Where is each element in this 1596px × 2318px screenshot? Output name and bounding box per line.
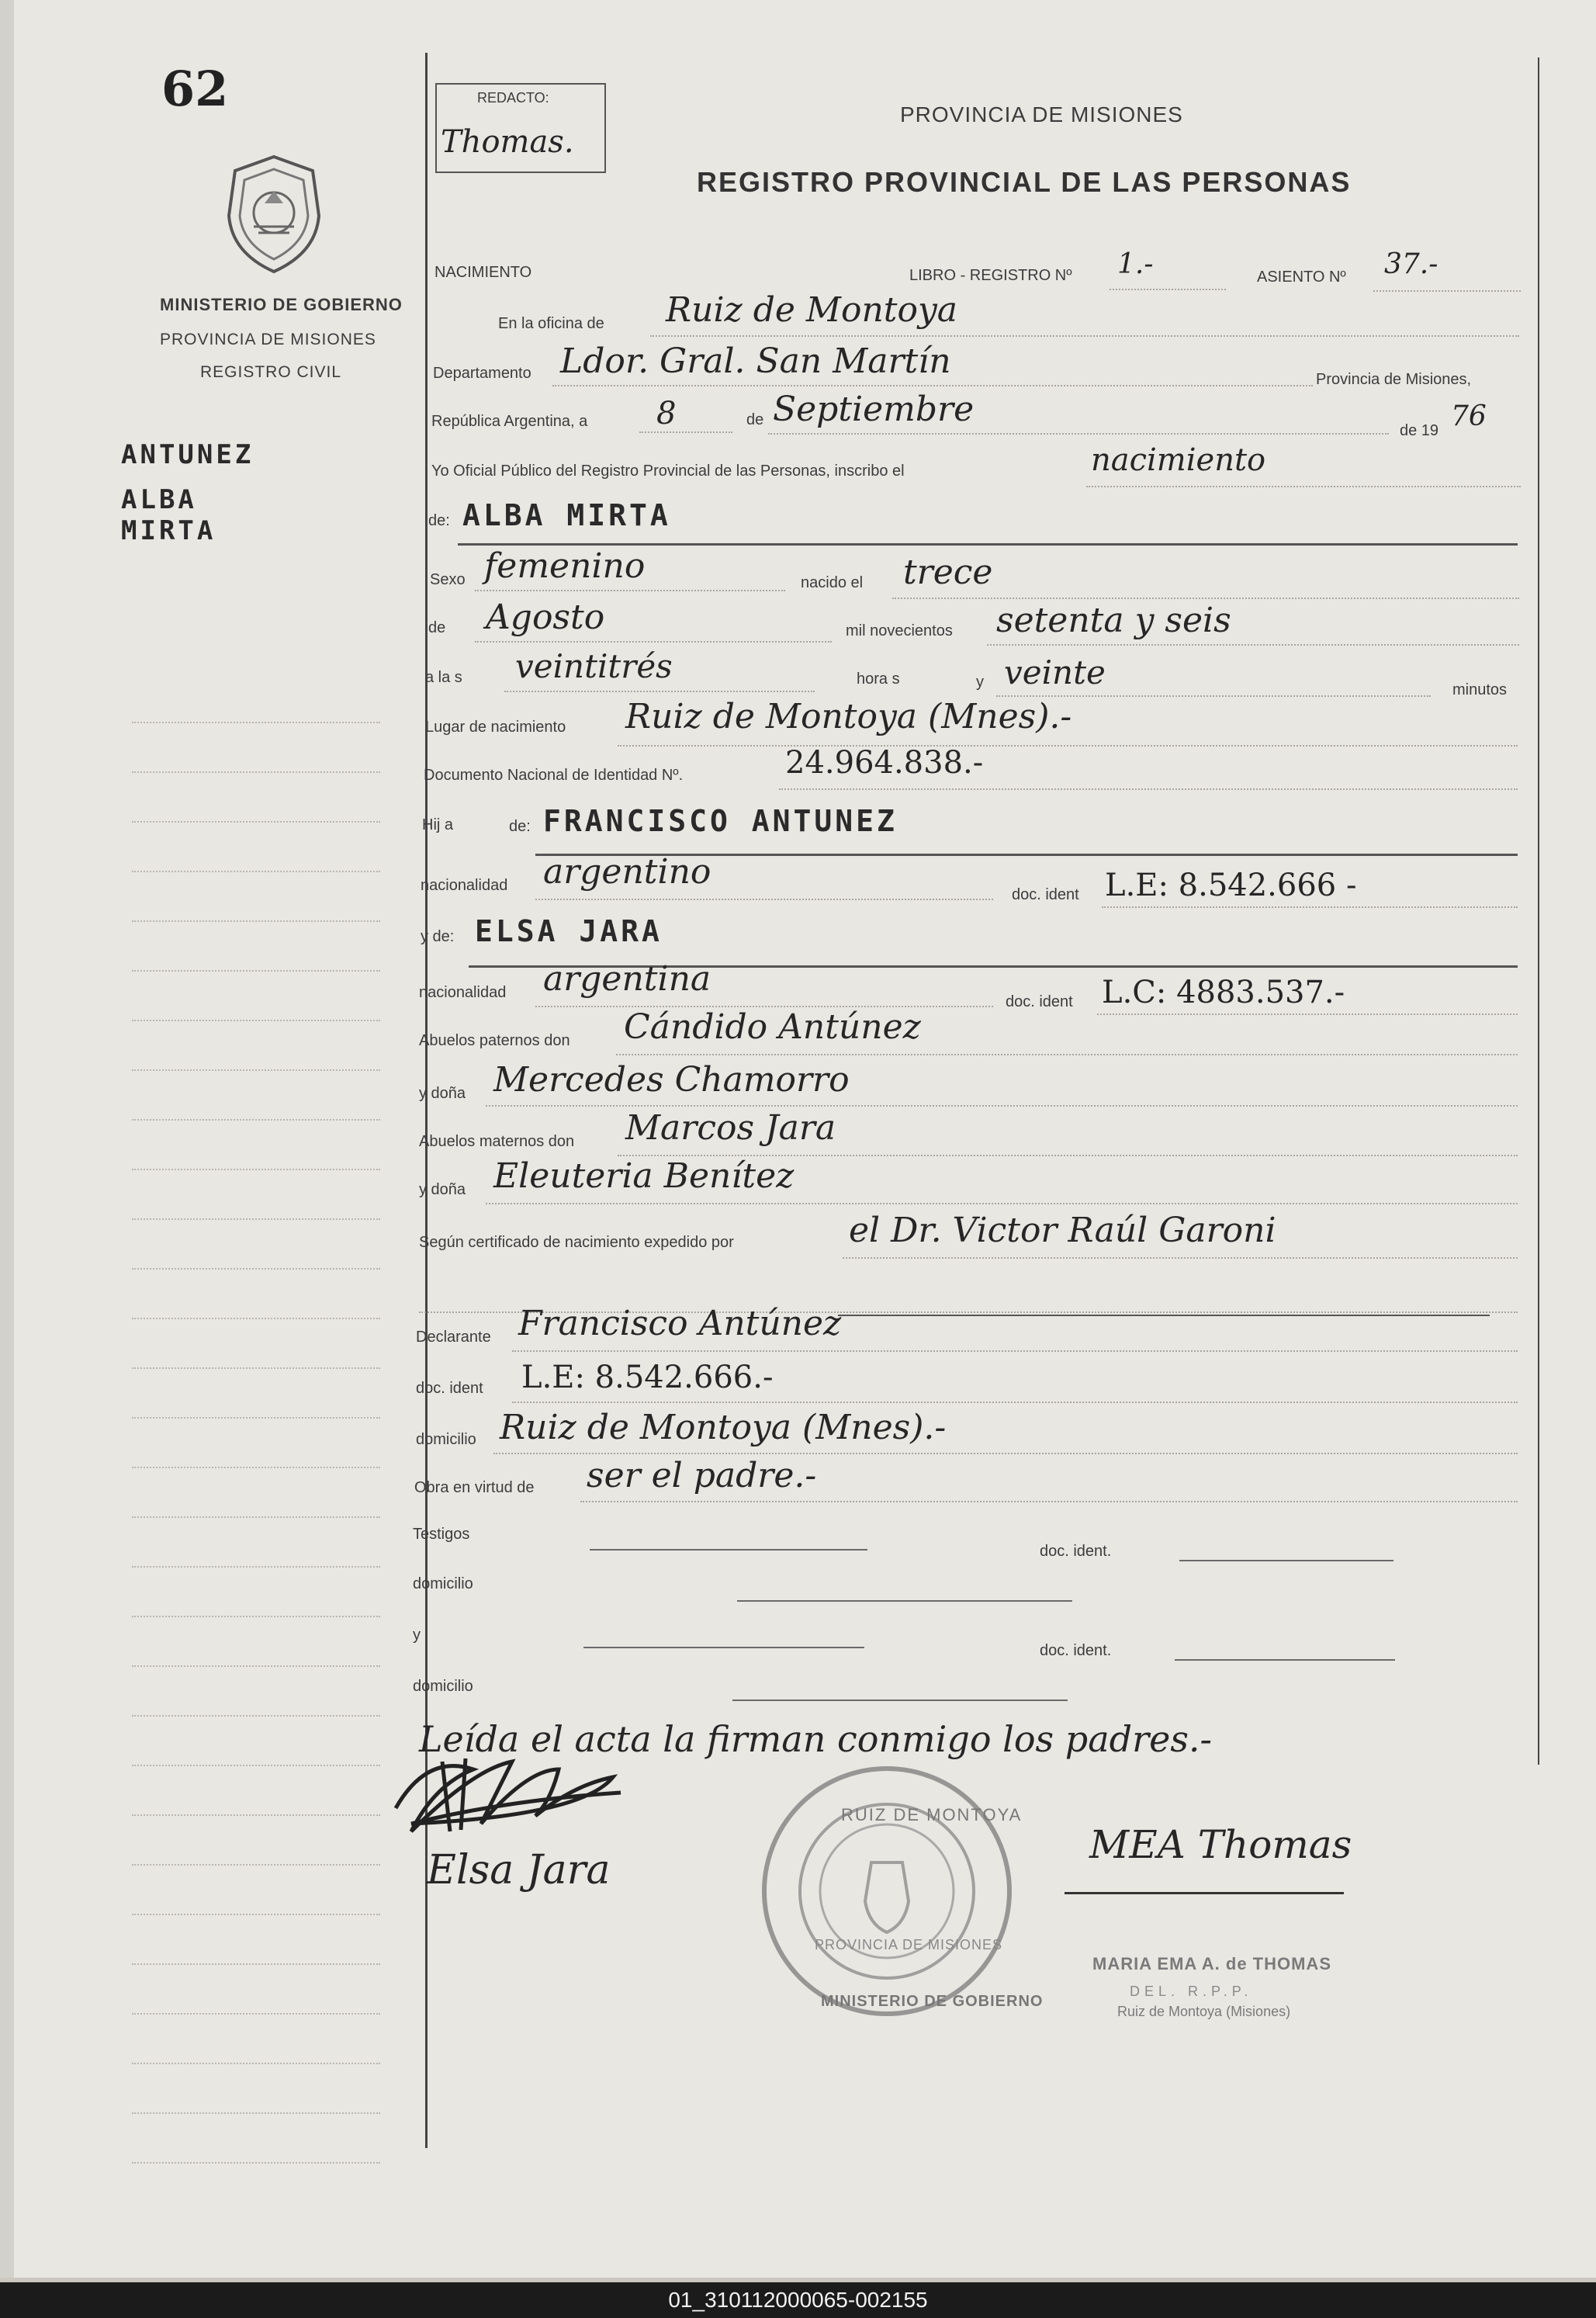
y-de-label: y de: [421,928,455,945]
margin-line [132,1318,380,1319]
obra-value: ser el padre.- [587,1456,817,1495]
margin-line [132,1864,380,1866]
hijo-label: Hij a [422,816,454,833]
margin-line [132,920,380,922]
official-signature-line [1065,1892,1344,1894]
margin-line [132,1367,380,1369]
sexo-value: femenino [484,546,646,586]
republica-label: República Argentina, a [431,413,588,430]
asiento-label: ASIENTO Nº [1257,269,1346,286]
lugar-line [618,745,1518,747]
province-label: PROVINCIA DE MISIONES [160,331,376,348]
margin-line [132,970,380,972]
oficina-value: Ruiz de Montoya [666,290,958,330]
dni-line [779,788,1518,790]
official-stamp-icon [757,1762,1016,2021]
father-doc-value: L.E: 8.542.666 - [1105,868,1357,903]
inscribo-line [1086,486,1521,487]
father-doc-label: doc. ident [1012,886,1079,903]
margin-line [132,2063,380,2064]
margin-line [132,771,380,773]
asiento-line [1373,290,1521,292]
horas-label: hora s [857,670,900,688]
margin-line [132,722,380,723]
y-minutos-label: y [976,674,984,691]
libro-label: LIBRO - REGISTRO Nº [909,267,1072,284]
father-nationality-line [535,899,993,900]
act-type-label: NACIMIENTO [434,264,532,281]
libro-line [1110,289,1226,290]
mil-line [987,644,1519,646]
mes-value: Agosto [486,598,605,637]
abuela-materna-line [486,1203,1518,1204]
year-label: de 19 [1400,422,1439,439]
image-filename-label: 01_310112000065-002155 [668,2288,928,2312]
redacto-signature: Thomas. [441,124,574,160]
mes-line [475,641,832,643]
stamp-outer-text [773,1755,796,1756]
margin-line [132,1069,380,1071]
dni-value: 24.964.838.- [785,745,984,781]
sexo-line [475,590,785,591]
abuelo-paterno-value: Cándido Antúnez [624,1007,921,1047]
stamp-inner-text: RUIZ DE MONTOYA [841,1805,1023,1824]
form-right-border [1538,57,1539,1765]
margin-line [132,1020,380,1021]
declarante-line [512,1350,1518,1352]
oficina-label: En la oficina de [498,315,604,332]
oficina-line [650,335,1519,337]
declarante-label: Declarante [416,1329,491,1346]
inscribo-label: Yo Oficial Público del Registro Provincial de las Personas, inscribo el [431,463,905,480]
father-nationality-value: argentino [543,852,711,892]
margin-first-name: ALBA [121,484,197,515]
mother-doc-value: L.C: 4883.537.- [1102,975,1345,1010]
departamento-value: Ldor. Gral. San Martín [560,341,951,381]
margin-line [132,2162,380,2164]
declarante-doc-line [512,1402,1518,1403]
margin-line [132,1814,380,1816]
abuelos-maternos-label: Abuelos maternos don [419,1133,575,1150]
mil-label: mil novecientos [846,622,953,639]
margin-line [132,821,380,823]
departamento-label: Departamento [433,365,531,382]
mil-value: setenta y seis [996,601,1231,640]
testigo-1-domicilio-line [737,1600,1072,1602]
margin-line [132,871,380,872]
day-value: 8 [656,396,677,431]
testigo-2-line [583,1647,864,1648]
testigo-2-domicilio-label: domicilio [413,1678,473,1695]
abuelo-materno-value: Marcos Jara [625,1108,836,1148]
official-name: MARIA EMA A. de THOMAS [1092,1954,1331,1973]
father-doc-line [1102,906,1518,908]
registered-name: ALBA MIRTA [462,498,671,532]
header-province: PROVINCIA DE MISIONES [900,102,1183,126]
lugar-value: Ruiz de Montoya (Mnes).- [625,697,1072,736]
testigos-label: Testigos [413,1526,470,1543]
horas-line [504,691,815,692]
dni-label: Documento Nacional de Identidad Nº. [424,767,684,784]
day-line [639,431,732,433]
mother-name: ELSA JARA [475,914,663,948]
month-value: Septiembre [773,390,975,429]
obra-label: Obra en virtud de [414,1479,535,1496]
section-rule [838,1315,1490,1316]
margin-surname: ANTUNEZ [121,439,254,470]
closing-text: Leída el acta la firman conmigo los padres.- [419,1718,1213,1760]
margin-line [132,1417,380,1419]
abuela-paterna-value: Mercedes Chamorro [493,1060,850,1100]
testigo-1-domicilio-label: domicilio [413,1575,473,1592]
father-name: FRANCISCO ANTUNEZ [543,804,898,838]
margin-line [132,1616,380,1617]
redacto-label: REDACTO: [477,90,549,106]
mes-de-label: de [428,619,446,636]
sexo-label: Sexo [430,571,466,588]
civil-registry-label: REGISTRO CIVIL [200,363,342,381]
mother-doc-line [1097,1013,1518,1015]
binding-edge [0,0,14,2282]
margin-line [132,1665,380,1667]
margin-line [132,1566,380,1568]
inscribo-value: nacimiento [1091,442,1266,478]
departamento-line [552,385,1313,386]
declarante-doc-label: doc. ident [416,1380,483,1397]
year-value: 76 [1451,400,1487,432]
mother-doc-label: doc. ident [1006,993,1073,1010]
page-number: 62 [161,61,229,117]
y-dona-materna-label: y doña [419,1181,466,1198]
abuelos-paternos-label: Abuelos paternos don [419,1032,570,1049]
lugar-label: Lugar de nacimiento [425,719,566,736]
margin-line [132,1516,380,1518]
margin-line [132,1467,380,1468]
testigo-2-y-label: y [413,1627,421,1644]
margin-line [132,1914,380,1915]
official-title: DEL. R.P.P. [1130,1984,1253,1999]
margin-line [132,1715,380,1717]
margin-line [132,1765,380,1766]
certificado-value: el Dr. Victor Raúl Garoni [849,1211,1276,1250]
nacido-value: trece [903,553,993,592]
obra-line [580,1501,1518,1502]
testigo-1-line [590,1549,867,1551]
month-de-label: de [746,411,764,428]
certificado-label: Según certificado de nacimiento expedido por [419,1234,734,1251]
margin-line [132,1218,380,1220]
testigo-2-domicilio-line [732,1700,1068,1701]
asiento-value: 37.- [1384,248,1438,280]
minutos-label: minutos [1452,681,1508,698]
ministry-seal-icon [220,152,328,276]
libro-value: 1.- [1117,248,1154,280]
official-place: Ruiz de Montoya (Misiones) [1117,2004,1291,2019]
mother-signature: Elsa Jara [427,1847,611,1894]
domicilio-label: domicilio [416,1431,476,1448]
a-las-label: a la s [425,669,462,686]
abuela-paterna-line [486,1105,1518,1107]
margin-middle-name: MIRTA [121,515,216,546]
stamp-ring-bottom: MINISTERIO DE GOBIERNO [821,1993,1044,2010]
nacido-label: nacido el [801,574,864,591]
domicilio-line [493,1453,1518,1454]
testigo-1-doc-line [1179,1560,1393,1561]
testigo-2-doc-line [1175,1659,1395,1661]
margin-line [132,1119,380,1121]
mother-nationality-value: argentina [543,959,711,999]
father-nacionalidad-label: nacionalidad [421,877,508,894]
father-signature-icon [380,1738,636,1847]
margin-line [132,2013,380,2015]
stamp-bottom-text: PROVINCIA DE MISIONES [815,1937,1003,1952]
minutos-value: veinte [1004,653,1106,691]
official-signature: MEA Thomas [1089,1822,1352,1867]
month-line [768,433,1389,435]
declarante-doc-value: L.E: 8.542.666.- [521,1360,774,1395]
margin-line [132,1963,380,1965]
hijo-de-label: de: [509,818,531,835]
margin-line [132,2112,380,2114]
header-registry: REGISTRO PROVINCIAL DE LAS PERSONAS [697,166,1352,198]
provincia-label: Provincia de Misiones, [1316,371,1472,388]
name-rule [458,543,1518,546]
margin-line [132,1268,380,1270]
testigo-1-doc-label: doc. ident. [1040,1543,1112,1560]
mother-nacionalidad-label: nacionalidad [419,984,507,1001]
declarante-value: Francisco Antúnez [518,1304,842,1343]
nacido-line [892,598,1519,599]
horas-value: veintitrés [515,647,673,685]
name-de-label: de: [428,512,450,529]
testigo-2-doc-label: doc. ident. [1040,1642,1112,1659]
y-dona-paterna-label: y doña [419,1085,466,1102]
certificado-line [843,1257,1518,1259]
abuelo-paterno-line [616,1054,1518,1055]
page-bottom-edge [0,2278,1596,2282]
domicilio-value: Ruiz de Montoya (Mnes).- [500,1408,947,1447]
ministry-label: MINISTERIO DE GOBIERNO [160,295,403,314]
margin-line [132,1169,380,1170]
abuela-materna-value: Eleuteria Benítez [493,1156,795,1196]
